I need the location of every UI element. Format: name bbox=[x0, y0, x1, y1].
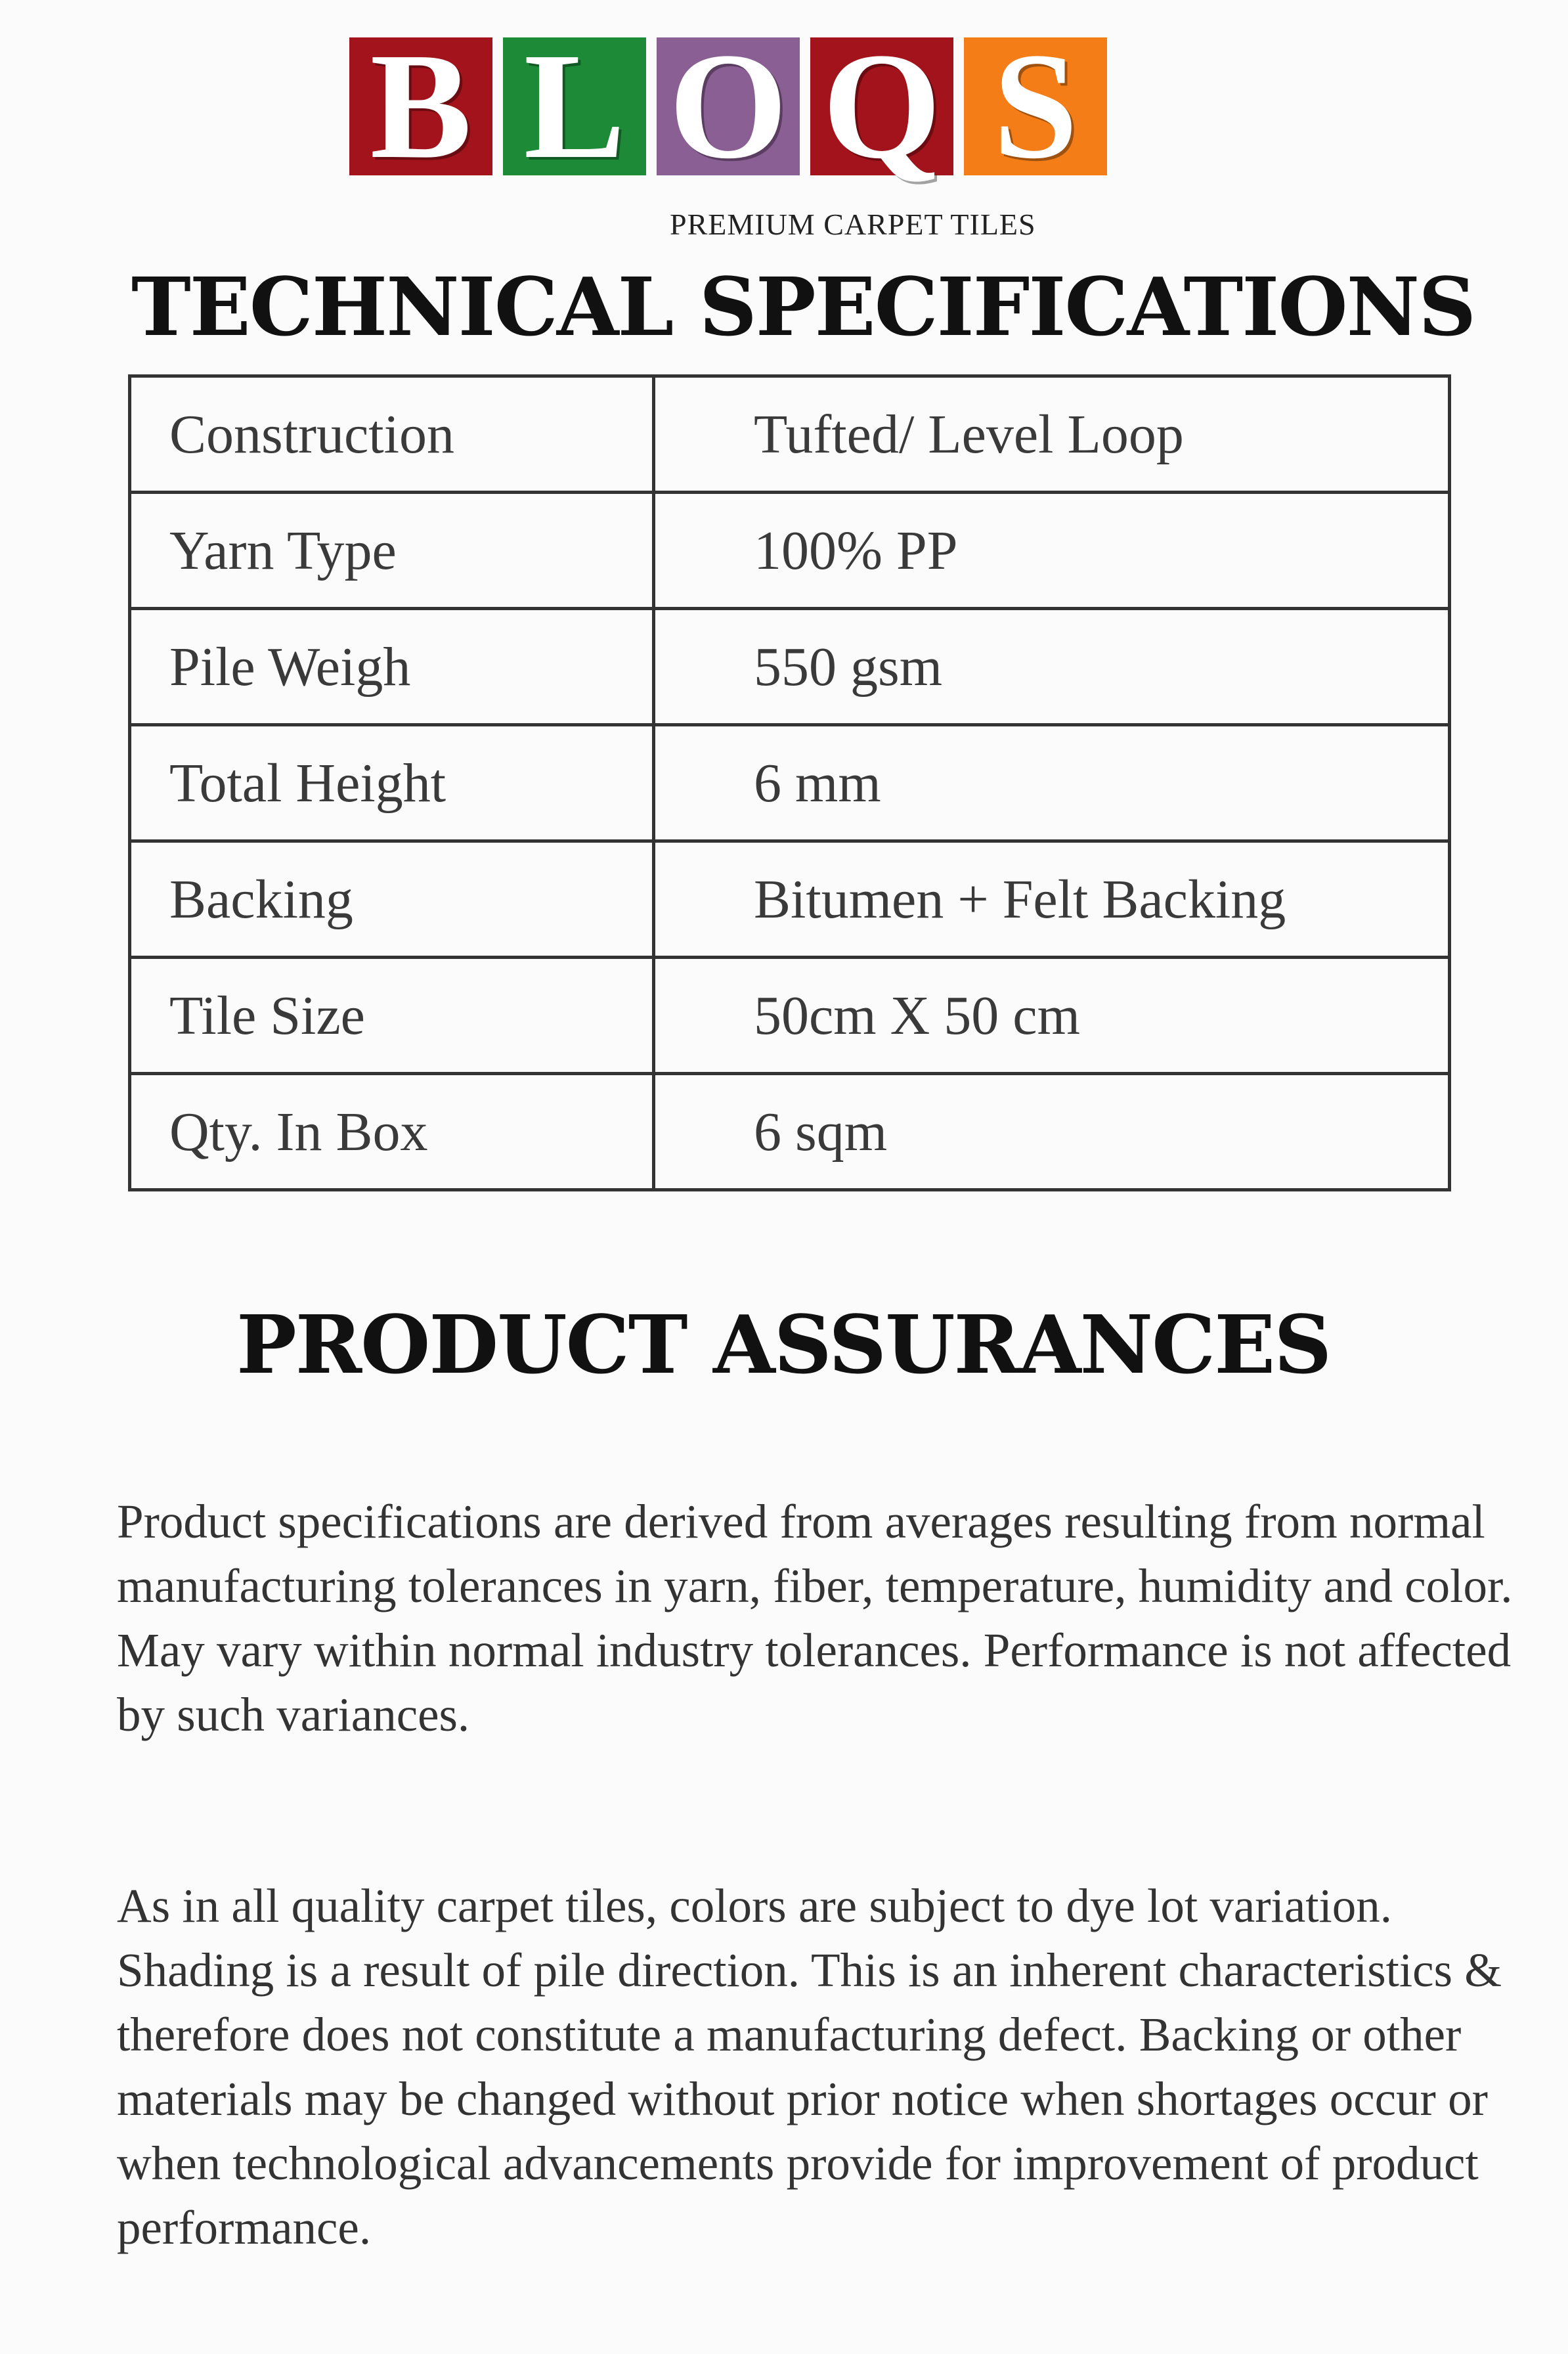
brand-tagline: PREMIUM CARPET TILES bbox=[670, 208, 1036, 241]
spec-label: Backing bbox=[130, 841, 654, 958]
spec-row bbox=[130, 493, 1450, 609]
spec-table bbox=[128, 374, 1451, 1191]
spec-label: Pile Weigh bbox=[130, 609, 654, 725]
spec-value: 100% PP bbox=[654, 493, 1450, 609]
spec-row bbox=[130, 725, 1450, 841]
spec-row bbox=[130, 958, 1450, 1074]
spec-row bbox=[130, 609, 1450, 725]
logo-letter-s: S bbox=[964, 37, 1107, 175]
spec-row bbox=[130, 1074, 1450, 1190]
logo-letter-o: O bbox=[657, 37, 800, 175]
spec-row bbox=[130, 376, 1450, 493]
spec-value: 50cm X 50 cm bbox=[654, 958, 1450, 1074]
brand-logo bbox=[349, 22, 1107, 190]
spec-label: Qty. In Box bbox=[130, 1074, 654, 1190]
spec-value: Tufted/ Level Loop bbox=[654, 376, 1450, 493]
spec-label: Total Height bbox=[130, 725, 654, 841]
spec-value: Bitumen + Felt Backing bbox=[654, 841, 1450, 958]
logo-letter-b: B bbox=[349, 37, 492, 175]
spec-value: 6 sqm bbox=[654, 1074, 1450, 1190]
spec-label: Yarn Type bbox=[130, 493, 654, 609]
logo-letter-l: L bbox=[503, 37, 646, 175]
spec-value: 550 gsm bbox=[654, 609, 1450, 725]
logo-letter-q: Q bbox=[810, 37, 953, 175]
assurance-heading: PRODUCT ASSURANCES bbox=[236, 1297, 1331, 1392]
spec-value: 6 mm bbox=[654, 725, 1450, 841]
assurance-paragraph-2: As in all quality carpet tiles, colors are subject to dye lot variation. Shading is a result of pile direction. This is an inherent characteristics & therefore does not constitute a manufacturing defect. Backing or other materials may be changed without prior notice when shortages occur or when technological advancements provide for improvement of product performance. bbox=[117, 1879, 1502, 2254]
spec-heading: TECHNICAL SPECIFICATIONS bbox=[131, 259, 1475, 354]
spec-row bbox=[130, 841, 1450, 958]
spec-label: Tile Size bbox=[130, 958, 654, 1074]
spec-label: Construction bbox=[130, 376, 654, 493]
assurance-paragraph-1: Product specifications are derived from averages resulting from normal manufacturing tolerances in yarn, fiber, temperature, humidity and color. May vary within normal industry tolerances. Performance is not affected by such variances. bbox=[117, 1495, 1513, 1741]
